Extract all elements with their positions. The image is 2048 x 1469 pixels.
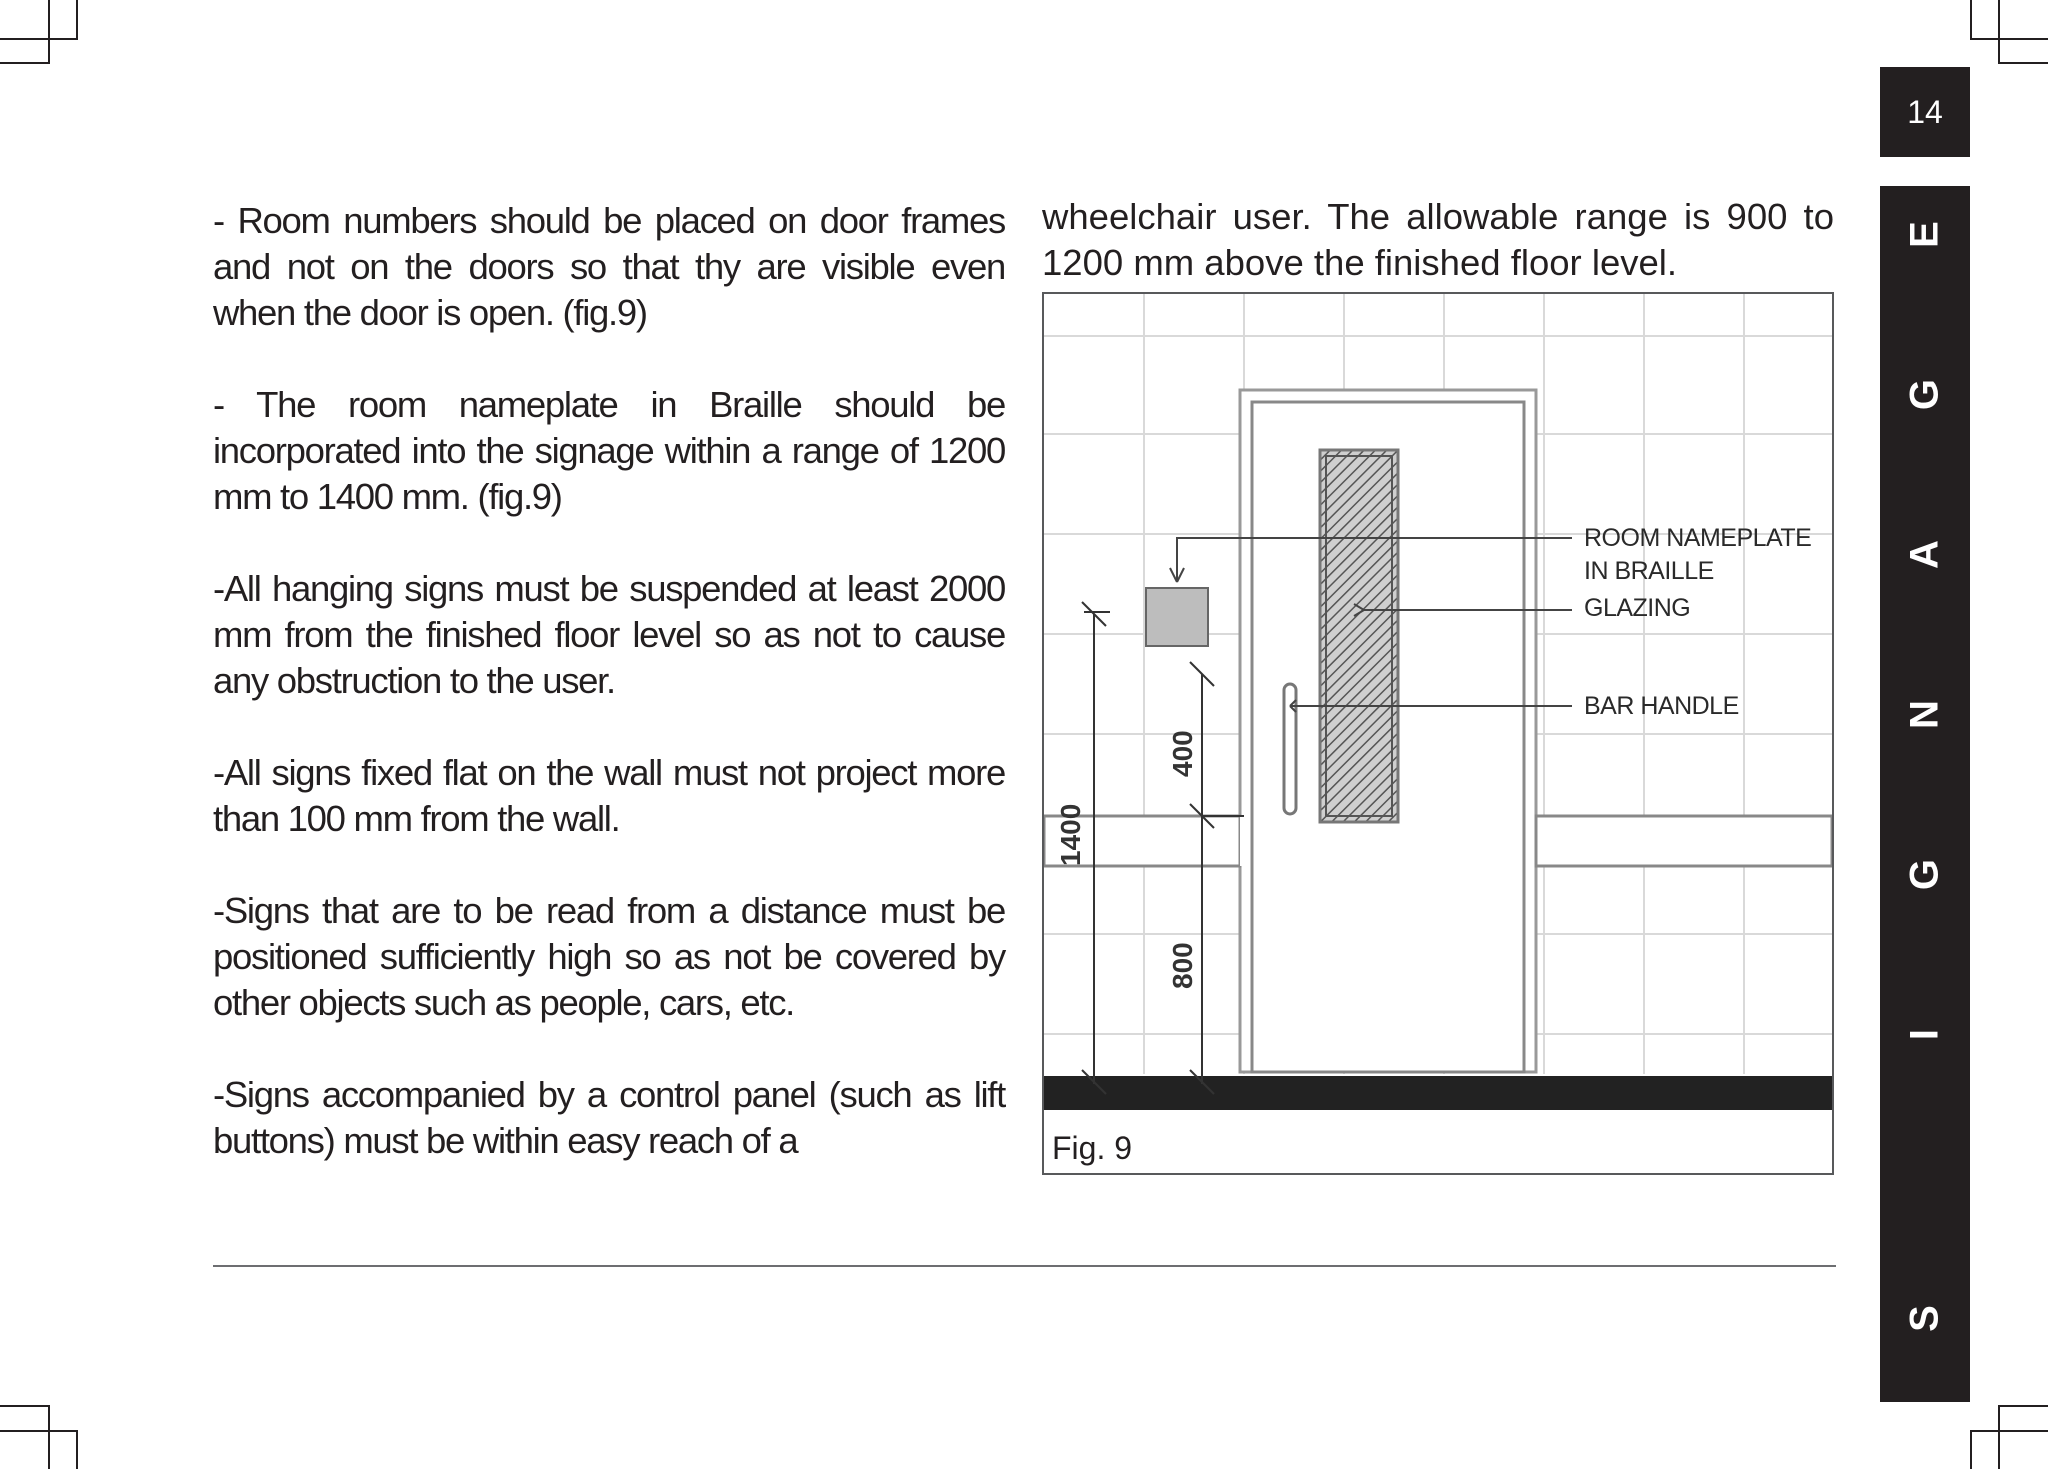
crop-mark: [76, 1430, 78, 1469]
label-room-nameplate: [1584, 522, 1811, 588]
section-letter: G: [1902, 858, 1947, 891]
crop-mark: [1998, 1405, 2048, 1407]
paragraph: - The room nameplate in Braille should be incorporated into the signage within a range of 1200 mm to 1400 mm. (fig.9): [213, 384, 1005, 517]
paragraph: - Room numbers should be placed on door frames and not on the doors so that thy are visible even when the door is open. (fig.9): [213, 200, 1005, 333]
crop-mark: [1970, 1430, 1972, 1469]
crop-mark: [0, 38, 78, 40]
label-line: IN BRAILLE: [1584, 557, 1714, 585]
right-column-text: [1042, 194, 1834, 286]
section-letter: N: [1902, 700, 1947, 729]
section-letter: A: [1902, 540, 1947, 569]
paragraph: -All signs fixed flat on the wall must not project more than 100 mm from the wall.: [213, 752, 1005, 839]
left-column: [213, 198, 1005, 1164]
crop-mark: [1970, 0, 1972, 40]
dimension-400: 400: [1167, 730, 1198, 777]
paragraph: -All hanging signs must be suspended at least 2000 mm from the finished floor level so as not to cause any obstruction to the user.: [213, 568, 1005, 701]
figure-9: [1042, 292, 1834, 1175]
section-tab: [1880, 186, 1970, 1402]
crop-mark: [1998, 1405, 2000, 1469]
crop-mark: [76, 0, 78, 40]
dimension-1400: 1400: [1055, 803, 1086, 866]
paragraph: -Signs accompanied by a control panel (such as lift buttons) must be within easy reach of a: [213, 1074, 1005, 1161]
label-bar-handle: BAR HANDLE: [1584, 692, 1739, 720]
crop-mark: [48, 0, 50, 64]
paragraph: -Signs that are to be read from a distance must be positioned sufficiently high so as not be covered by other objects such as people, cars, etc.: [213, 890, 1005, 1023]
section-letter: G: [1902, 378, 1947, 411]
figure-caption: Fig. 9: [1052, 1130, 1133, 1166]
crop-mark: [48, 1405, 50, 1469]
crop-mark: [0, 62, 50, 64]
crop-mark: [1998, 0, 2000, 64]
label-glazing: GLAZING: [1584, 594, 1691, 622]
section-letter: I: [1902, 1028, 1947, 1041]
label-line: ROOM NAMEPLATE: [1584, 524, 1812, 552]
section-letter: S: [1902, 1305, 1947, 1332]
crop-mark: [1970, 1430, 2048, 1432]
dimension-800: 800: [1167, 942, 1198, 989]
page-number: 14: [1880, 67, 1970, 157]
footer-rule: [213, 1265, 1836, 1267]
door-diagram: [1044, 294, 1832, 1173]
crop-mark: [1970, 38, 2048, 40]
text-line: 1200 mm above the finished floor level.: [1042, 242, 1678, 283]
section-letter: E: [1902, 221, 1947, 248]
crop-mark: [1998, 62, 2048, 64]
crop-mark: [0, 1430, 78, 1432]
text-line: wheelchair user. The allowable range is 900 to: [1042, 196, 1834, 237]
crop-mark: [0, 1405, 50, 1407]
